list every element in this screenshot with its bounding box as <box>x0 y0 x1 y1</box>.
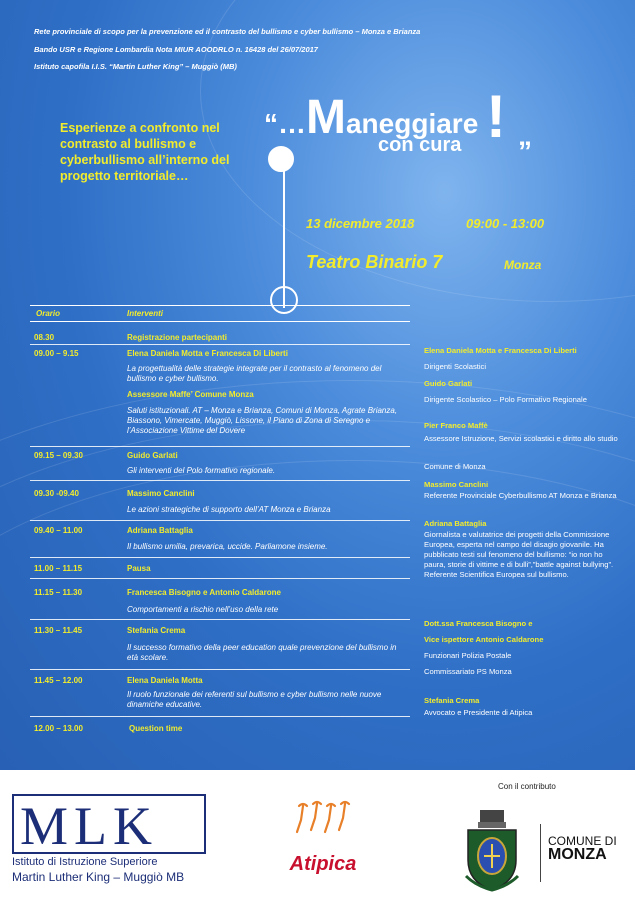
row-time: 12.00 – 13.00 <box>34 724 83 733</box>
title-exclamation: ! <box>486 83 506 150</box>
row-separator <box>30 480 410 481</box>
table-header-rule <box>30 321 410 322</box>
mlk-logo <box>12 794 212 884</box>
event-venue: Teatro Binario 7 <box>306 252 443 272</box>
row-time: 08.30 <box>34 333 55 342</box>
row-separator <box>30 344 410 345</box>
row-speaker: Massimo Canclini <box>127 489 195 498</box>
row-speaker: Guido Garlati <box>127 451 178 460</box>
row-description: Le azioni strategiche di supporto dell’AT Monza e Brianza <box>127 505 331 514</box>
row-separator <box>30 446 410 447</box>
row-description: Il ruolo funzionale dei referenti sul bullismo e cyber bullismo nelle nuove dinamiche educative. <box>127 690 382 709</box>
speaker-name: Guido Garlati <box>424 379 473 388</box>
speaker-name: Dott.ssa Francesca Bisogno e <box>424 619 533 628</box>
row-time: 11.00 – 11.15 <box>34 564 83 573</box>
row-time: 09.15 – 09.30 <box>34 451 83 460</box>
row-description: Comportamenti a rischio nell’uso della rete <box>127 605 279 614</box>
event-city: Monza <box>504 258 542 272</box>
atipica-logo <box>268 798 378 876</box>
row-speaker-2: Assessore Maffe’ Comune Monza <box>127 390 254 399</box>
row-separator <box>30 716 410 717</box>
row-description: Il bullismo umilia, prevarica, uccide. Parliamone insieme. <box>127 542 328 551</box>
sponsor-logos <box>0 770 635 904</box>
row-speaker: Elena Daniela Motta e Francesca Di Liberti <box>127 349 288 358</box>
speaker-role: Comune di Monza <box>424 462 486 471</box>
mlk-name-line-1: Istituto di Istruzione Superiore <box>12 856 158 868</box>
col-header-talks: Interventi <box>127 309 164 318</box>
row-speaker: Adriana Battaglia <box>127 526 193 535</box>
comune-name <box>548 834 617 862</box>
speaker-role: Avvocato e Presidente di Atipica <box>424 708 533 717</box>
comune-line-2: MONZA <box>548 846 607 863</box>
intro-text: Esperienze a confronto nel contrasto al bullismo e cyberbullismo all’interno del progetto territoriale… <box>60 121 230 183</box>
comune-monza-logo <box>462 806 632 902</box>
row-time: 11.15 – 11.30 <box>34 588 83 597</box>
row-description: Gli interventi del Polo formativo regionale. <box>127 466 276 475</box>
row-separator <box>30 578 410 579</box>
row-description-2: Saluti istituzionali. AT – Monza e Brianza, Comuni di Monza, Agrate Brianza, Biassono, Vimercate, Muggiò, Lissone, il Piano di Zona di Seregno e l’Associazione Vittime del Dovere <box>127 406 398 435</box>
comune-line-1: COMUNE DI <box>548 834 617 848</box>
title-word1-rest: aneggiare <box>345 108 479 139</box>
speaker-name: Adriana Battaglia <box>424 519 487 528</box>
atipica-figures-icon <box>293 798 353 848</box>
header-line-3: Istituto capofila I.I.S. “Martin Luther King” – Muggiò (MB) <box>34 62 237 71</box>
row-speaker: Registrazione partecipanti <box>127 333 228 342</box>
speaker-name: Massimo Canclini <box>424 480 489 489</box>
speaker-role: Giornalista e valutatrice dei progetti della Commissione Europea, esperta nel campo del disagio giovanile. Ha pubblicato testi sul fenomeno del bullismo: “io non ho paura, storie di vittime e di bulli”,”battle against bullying”. Referente Scientifica Europea sul bullismo. <box>424 530 614 579</box>
col-header-time: Orario <box>36 309 61 318</box>
row-separator <box>30 669 410 670</box>
row-speaker: Francesca Bisogno e Antonio Caldarone <box>127 588 281 597</box>
event-date: 13 dicembre 2018 <box>306 216 415 231</box>
event-time: 09:00 - 13:00 <box>466 216 545 231</box>
row-time: 11.45 – 12.00 <box>34 676 83 685</box>
mlk-letters: MLK <box>20 796 158 856</box>
row-time: 11.30 – 11.45 <box>34 626 83 635</box>
speaker-role: Dirigenti Scolastici <box>424 362 487 371</box>
speaker-role: Assessore Istruzione, Servizi scolastici e diritto allo studio <box>424 434 618 443</box>
row-description: Il successo formativo della peer education quale prevenzione del bullismo in età scolare. <box>127 643 397 662</box>
atipica-name: Atipica <box>289 853 357 875</box>
contribution-label: Con il contributo <box>498 782 556 791</box>
row-speaker: Question time <box>129 724 183 733</box>
title-big-letter: M <box>306 91 346 144</box>
speaker-name: Stefania Crema <box>424 696 480 705</box>
title-close-quote: „ <box>518 120 532 151</box>
title-open-quote: “… <box>264 108 306 139</box>
row-description: La progettualità delle strategie integrate per il contrasto al fenomeno del bullismo e cyber bullismo. <box>127 364 382 383</box>
monza-crest-icon <box>462 806 522 896</box>
title-word2: con cura <box>378 134 462 156</box>
row-separator <box>30 619 410 620</box>
speaker-role: Funzionari Polizia Postale <box>424 651 512 660</box>
mlk-name-line-2: Martin Luther King – Muggiò MB <box>12 870 185 884</box>
timeline-dot-icon <box>268 146 294 172</box>
speaker-name: Elena Daniela Motta e Francesca Di Liberti <box>424 346 577 355</box>
row-speaker: Stefania Crema <box>127 626 186 635</box>
row-speaker: Elena Daniela Motta <box>127 676 203 685</box>
timeline-ring-icon <box>270 286 298 314</box>
speaker-role: Commissariato PS Monza <box>424 667 512 676</box>
speaker-role: Dirigente Scolastico – Polo Formativo Regionale <box>424 395 587 404</box>
speaker-name: Vice ispettore Antonio Caldarone <box>424 635 544 644</box>
row-separator <box>30 557 410 558</box>
row-speaker: Pausa <box>127 564 151 573</box>
row-time: 09.00 – 9.15 <box>34 349 79 358</box>
row-time: 09.30 -09.40 <box>34 489 79 498</box>
speaker-name: Pier Franco Maffè <box>424 421 488 430</box>
row-separator <box>30 520 410 521</box>
table-top-rule <box>30 305 410 306</box>
header-line-1: Rete provinciale di scopo per la prevenzione ed il contrasto del bullismo e cyber bullismo – Monza e Brianza <box>34 27 421 36</box>
header-line-2: Bando USR e Regione Lombardia Nota MIUR AOODRLO n. 16428 del 26/07/2017 <box>34 45 318 54</box>
row-time: 09.40 – 11.00 <box>34 526 83 535</box>
speaker-role: Referente Provinciale Cyberbullismo AT Monza e Brianza <box>424 491 617 500</box>
